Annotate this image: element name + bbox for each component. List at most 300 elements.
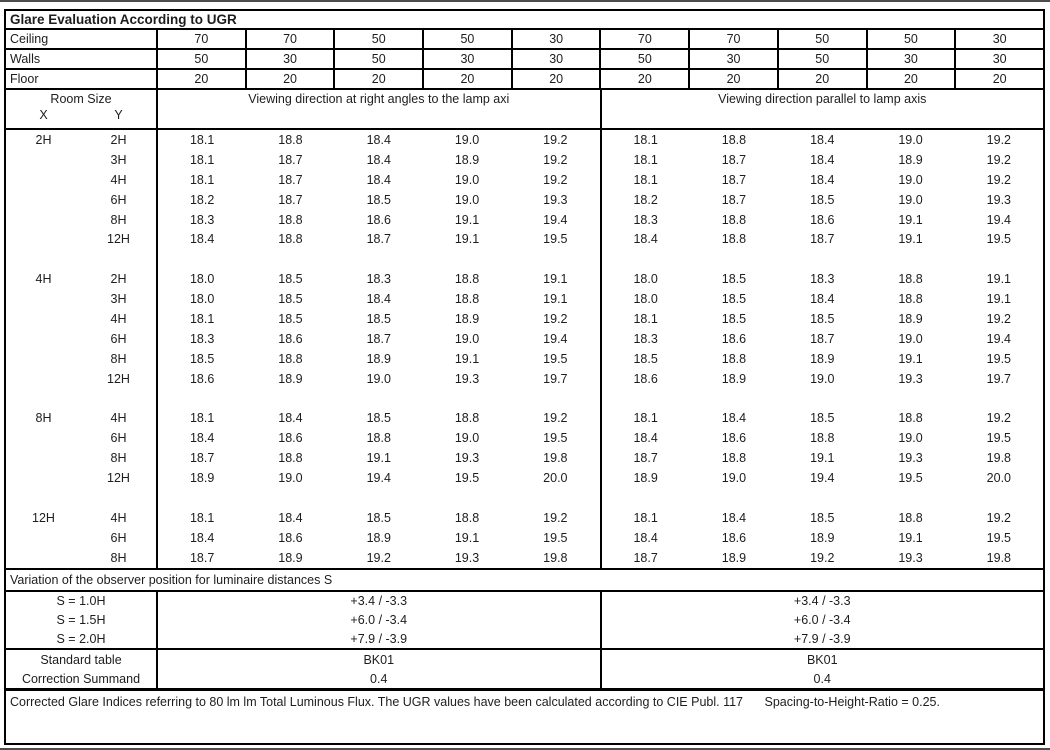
- ugr-value-right: 18.4: [810, 292, 835, 307]
- surface-value: 30: [866, 50, 955, 68]
- ugr-value-left: 18.1: [189, 172, 215, 187]
- surface-row: [6, 70, 1043, 90]
- ugr-value-right: 19.3: [898, 550, 923, 565]
- ugr-value-left: [423, 249, 511, 269]
- ugr-value-right: 19.4: [986, 331, 1012, 346]
- ugr-row: [6, 428, 1043, 448]
- ugr-value-left: 18.9: [454, 152, 480, 167]
- left-values-half: [156, 369, 600, 389]
- left-values-half: [156, 408, 600, 428]
- ugr-value-left: 19.8: [543, 550, 568, 565]
- ugr-value-right: 19.3: [898, 371, 923, 386]
- ugr-row: [6, 249, 1043, 269]
- ugr-value-left: 18.4: [278, 411, 303, 426]
- ugr-value-right: 19.5: [898, 471, 923, 486]
- right-values-half: [600, 210, 1044, 230]
- ugr-value-left: 18.8: [278, 351, 303, 366]
- ugr-value-left: 19.1: [454, 351, 480, 366]
- ugr-value-right: 18.1: [633, 132, 658, 147]
- ugr-value-right: 18.7: [721, 152, 747, 167]
- ugr-value-left: 19.5: [543, 351, 568, 366]
- left-values-half: [156, 468, 600, 488]
- ugr-value-left: 18.6: [189, 371, 215, 386]
- ugr-row: [6, 289, 1043, 309]
- ugr-value-right: 18.9: [721, 550, 747, 565]
- ugr-value-right: 18.7: [810, 331, 835, 346]
- right-values-half: [600, 229, 1044, 249]
- ugr-value-right: 19.2: [986, 152, 1012, 167]
- ugr-value-right: 20.0: [986, 471, 1012, 486]
- ugr-value-left: 19.4: [543, 212, 568, 227]
- ugr-value-left: 18.5: [366, 192, 391, 207]
- variation-value-right: +6.0 / -3.4: [600, 611, 1044, 630]
- ugr-value-right: 18.8: [721, 132, 747, 147]
- ugr-value-left: [246, 488, 334, 508]
- surface-value: 50: [333, 30, 422, 48]
- ugr-value-left: 18.5: [278, 292, 303, 307]
- room-x: [6, 249, 81, 269]
- ugr-value-left: 19.3: [543, 192, 568, 207]
- ugr-value-left: 18.4: [366, 152, 391, 167]
- ugr-value-right: 19.2: [986, 510, 1012, 525]
- ugr-value-left: 18.5: [366, 411, 391, 426]
- room-x: [6, 289, 81, 309]
- ugr-value-right: 18.7: [633, 451, 658, 466]
- ugr-row: [6, 548, 1043, 568]
- ugr-row: [6, 488, 1043, 508]
- ugr-value-left: 18.3: [366, 272, 391, 287]
- ugr-value-right: 18.9: [810, 351, 835, 366]
- ugr-value-left: 19.0: [454, 192, 480, 207]
- ugr-value-left: 18.2: [189, 192, 215, 207]
- ugr-value-left: [511, 249, 599, 269]
- surface-value: 70: [688, 30, 777, 48]
- right-values-half: [600, 528, 1044, 548]
- ugr-value-left: 19.3: [454, 451, 480, 466]
- surface-value: 30: [245, 50, 334, 68]
- ugr-value-left: 18.4: [278, 510, 303, 525]
- ugr-value-left: 19.1: [543, 272, 568, 287]
- ugr-row: [6, 229, 1043, 249]
- room-x: [6, 329, 81, 349]
- right-values-half: [600, 369, 1044, 389]
- ugr-value-left: 18.6: [278, 331, 303, 346]
- surface-row-label: Ceiling: [10, 32, 49, 46]
- surface-value: 70: [156, 30, 245, 48]
- ugr-value-right: [778, 249, 866, 269]
- variation-label: S = 2.0H: [56, 631, 106, 646]
- ugr-value-left: 18.7: [278, 172, 303, 187]
- right-values-half: [600, 309, 1044, 329]
- right-values-half: [600, 408, 1044, 428]
- ugr-value-right: [866, 488, 954, 508]
- ugr-value-left: 18.8: [454, 411, 480, 426]
- ugr-value-right: 19.0: [721, 471, 747, 486]
- room-y: 4H: [110, 510, 127, 525]
- right-values-half: [600, 289, 1044, 309]
- ugr-row: [6, 170, 1043, 190]
- room-x: [6, 349, 81, 369]
- right-values-half: [600, 389, 1044, 409]
- ugr-row: [6, 508, 1043, 528]
- room-x: [6, 229, 81, 249]
- room-y: 6H: [110, 530, 127, 545]
- ugr-value-left: [423, 389, 511, 409]
- left-values-half: [156, 249, 600, 269]
- ugr-value-left: 18.6: [278, 530, 303, 545]
- ugr-value-right: 18.9: [898, 152, 923, 167]
- surface-value: 20: [422, 70, 511, 88]
- ugr-value-right: [690, 389, 778, 409]
- ugr-value-right: [602, 488, 690, 508]
- room-x: [6, 190, 81, 210]
- surface-value: 30: [954, 30, 1043, 48]
- variation-value-right: +3.4 / -3.3: [600, 592, 1044, 611]
- room-x: [6, 488, 81, 508]
- left-values-half: [156, 210, 600, 230]
- ugr-value-left: 19.3: [454, 371, 480, 386]
- room-y: 6H: [110, 431, 127, 446]
- room-y: 8H: [110, 212, 127, 227]
- left-values-half: [156, 389, 600, 409]
- ugr-value-right: 19.0: [898, 172, 923, 187]
- room-y: 6H: [110, 192, 127, 207]
- ugr-value-left: 18.3: [189, 212, 215, 227]
- room-y: 12H: [107, 371, 130, 386]
- ugr-value-left: 18.1: [189, 132, 215, 147]
- surface-value: 50: [333, 50, 422, 68]
- room-y: 4H: [110, 172, 127, 187]
- right-values-half: [600, 468, 1044, 488]
- ugr-value-left: 19.3: [454, 550, 480, 565]
- surface-value: 30: [688, 50, 777, 68]
- ugr-value-left: 18.7: [366, 331, 391, 346]
- ugr-value-left: 18.9: [366, 351, 391, 366]
- ugr-value-right: 18.0: [633, 272, 658, 287]
- ugr-value-left: 19.1: [454, 232, 480, 247]
- room-x: [6, 210, 81, 230]
- ugr-value-right: 19.5: [986, 232, 1012, 247]
- room-x: [6, 548, 81, 568]
- summary-value-left: 0.4: [156, 669, 600, 688]
- ugr-value-left: 19.2: [543, 510, 568, 525]
- ugr-value-left: 18.3: [189, 331, 215, 346]
- ugr-value-right: 18.1: [633, 311, 658, 326]
- ugr-row: [6, 210, 1043, 230]
- room-x: [6, 369, 81, 389]
- ugr-value-left: 20.0: [543, 471, 568, 486]
- left-values-half: [156, 289, 600, 309]
- ugr-value-right: 18.8: [898, 292, 923, 307]
- right-values-half: [600, 349, 1044, 369]
- ugr-value-right: 19.5: [986, 530, 1012, 545]
- variation-heading: Variation of the observer position for luminaire distances S: [6, 570, 1043, 592]
- ugr-value-left: 18.8: [278, 212, 303, 227]
- ugr-value-left: [511, 389, 599, 409]
- ugr-value-right: [602, 389, 690, 409]
- surface-value: 20: [511, 70, 600, 88]
- ugr-value-left: 19.7: [543, 371, 568, 386]
- ugr-value-right: 18.8: [721, 212, 747, 227]
- ugr-value-right: 19.2: [810, 550, 835, 565]
- ugr-value-left: 19.1: [543, 292, 568, 307]
- summary-label: Correction Summand: [21, 671, 141, 686]
- ugr-value-left: 19.0: [454, 331, 480, 346]
- ugr-value-left: 19.2: [543, 311, 568, 326]
- room-y: 2H: [110, 132, 127, 147]
- ugr-value-left: 18.8: [454, 272, 480, 287]
- ugr-value-right: 18.4: [633, 530, 658, 545]
- room-y: 12H: [107, 232, 130, 247]
- ugr-value-left: 18.7: [189, 550, 215, 565]
- ugr-value-left: 19.5: [454, 471, 480, 486]
- ugr-value-left: 18.5: [278, 311, 303, 326]
- right-values-half: [600, 488, 1044, 508]
- ugr-value-left: 18.4: [366, 172, 391, 187]
- ugr-value-right: 18.6: [721, 530, 747, 545]
- ugr-row: [6, 150, 1043, 170]
- room-y: 8H: [110, 550, 127, 565]
- summary-value-left: BK01: [156, 650, 600, 669]
- variation-value-left: +7.9 / -3.9: [156, 629, 600, 648]
- variation-value-left: +3.4 / -3.3: [156, 592, 600, 611]
- room-x: 8H: [35, 411, 52, 426]
- room-size-label: Room Size: [50, 92, 112, 106]
- ugr-value-right: 18.5: [810, 192, 835, 207]
- ugr-value-right: 19.0: [898, 331, 923, 346]
- x-header: X: [39, 108, 48, 122]
- ugr-value-left: [158, 389, 246, 409]
- ugr-value-right: 18.3: [633, 212, 658, 227]
- ugr-value-left: 19.1: [454, 530, 480, 545]
- left-values-half: [156, 508, 600, 528]
- left-values-half: [156, 229, 600, 249]
- ugr-value-right: 18.8: [721, 451, 747, 466]
- ugr-value-left: 18.6: [366, 212, 391, 227]
- ugr-value-right: 19.8: [986, 451, 1012, 466]
- ugr-value-right: 18.1: [633, 510, 658, 525]
- ugr-value-left: 18.5: [278, 272, 303, 287]
- left-values-half: [156, 528, 600, 548]
- ugr-value-left: 19.0: [454, 172, 480, 187]
- ugr-value-left: 18.8: [454, 510, 480, 525]
- ugr-value-right: [778, 488, 866, 508]
- ugr-row: [6, 389, 1043, 409]
- ugr-value-right: 19.7: [986, 371, 1012, 386]
- ugr-value-right: 19.2: [986, 132, 1012, 147]
- ugr-data-grid: [6, 130, 1043, 570]
- surface-value: 30: [511, 50, 600, 68]
- ugr-value-left: 18.1: [189, 311, 215, 326]
- ugr-value-right: [690, 249, 778, 269]
- summary-row: [6, 650, 1043, 669]
- right-values-half: [600, 508, 1044, 528]
- ugr-value-left: 18.6: [278, 431, 303, 446]
- surface-value: 50: [156, 50, 245, 68]
- right-values-half: [600, 170, 1044, 190]
- left-values-half: [156, 309, 600, 329]
- ugr-value-left: 19.2: [543, 411, 568, 426]
- ugr-value-right: 18.3: [810, 272, 835, 287]
- ugr-value-left: 18.9: [366, 530, 391, 545]
- ugr-value-right: 18.3: [633, 331, 658, 346]
- ugr-value-left: 18.0: [189, 272, 215, 287]
- ugr-value-right: 18.9: [810, 530, 835, 545]
- ugr-value-right: 18.1: [633, 152, 658, 167]
- ugr-value-right: 18.8: [721, 351, 747, 366]
- ugr-value-right: 18.2: [633, 192, 658, 207]
- ugr-value-left: [158, 249, 246, 269]
- ugr-value-right: 19.1: [986, 272, 1012, 287]
- room-x: [6, 150, 81, 170]
- footer-note: [6, 691, 1043, 743]
- ugr-value-right: 19.2: [986, 411, 1012, 426]
- variation-row: [6, 592, 1043, 611]
- ugr-value-right: 18.4: [721, 411, 747, 426]
- room-x: [6, 309, 81, 329]
- summary-section: [6, 650, 1043, 691]
- ugr-value-left: 18.8: [454, 292, 480, 307]
- ugr-value-left: 19.0: [366, 371, 391, 386]
- top-edge-line: [0, 0, 1050, 2]
- ugr-value-left: 19.1: [366, 451, 391, 466]
- variation-row: [6, 611, 1043, 630]
- ugr-value-right: 18.6: [721, 431, 747, 446]
- surface-value: 20: [599, 70, 688, 88]
- ugr-value-left: 18.9: [189, 471, 215, 486]
- ugr-value-left: 19.8: [543, 451, 568, 466]
- surface-value: 50: [422, 30, 511, 48]
- ugr-value-right: 18.7: [810, 232, 835, 247]
- variation-row: [6, 629, 1043, 648]
- right-values-half: [600, 448, 1044, 468]
- surface-value: 30: [422, 50, 511, 68]
- ugr-value-right: 19.1: [898, 530, 923, 545]
- ugr-value-right: 19.3: [898, 451, 923, 466]
- table-title: Glare Evaluation According to UGR: [6, 11, 1043, 30]
- surface-value: 50: [599, 50, 688, 68]
- ugr-value-right: 18.4: [633, 431, 658, 446]
- left-values-half: [156, 428, 600, 448]
- ugr-value-left: 19.0: [454, 132, 480, 147]
- ugr-value-right: 19.5: [986, 431, 1012, 446]
- room-x: [6, 468, 81, 488]
- surface-row-label: Walls: [10, 52, 41, 66]
- room-y: 3H: [110, 152, 127, 167]
- ugr-value-left: 18.7: [189, 451, 215, 466]
- ugr-value-left: [423, 488, 511, 508]
- ugr-value-left: 18.4: [366, 132, 391, 147]
- room-y: 12H: [107, 471, 130, 486]
- ugr-value-left: 18.7: [278, 192, 303, 207]
- left-values-half: [156, 269, 600, 289]
- column-header-row: [6, 90, 1043, 130]
- ugr-value-right: 18.9: [898, 311, 923, 326]
- left-values-half: [156, 150, 600, 170]
- ugr-value-right: 18.1: [633, 411, 658, 426]
- ugr-value-left: 18.5: [366, 311, 391, 326]
- variation-label: S = 1.0H: [56, 594, 106, 609]
- ugr-value-left: 18.7: [366, 232, 391, 247]
- ugr-row: [6, 448, 1043, 468]
- ugr-value-left: 19.2: [543, 152, 568, 167]
- ugr-value-right: 19.5: [986, 351, 1012, 366]
- ugr-value-right: 19.0: [898, 192, 923, 207]
- room-y: [81, 249, 156, 269]
- ugr-value-left: 18.1: [189, 152, 215, 167]
- surface-row: [6, 30, 1043, 50]
- left-values-half: [156, 448, 600, 468]
- ugr-value-left: [158, 488, 246, 508]
- surface-value: 50: [777, 50, 866, 68]
- ugr-value-right: [690, 488, 778, 508]
- surface-value: 30: [511, 30, 600, 48]
- room-y: 8H: [110, 351, 127, 366]
- ugr-value-right: 18.7: [633, 550, 658, 565]
- ugr-value-left: 19.0: [454, 431, 480, 446]
- ugr-value-right: 18.1: [633, 172, 658, 187]
- summary-value-right: BK01: [600, 650, 1044, 669]
- ugr-value-right: [955, 249, 1043, 269]
- ugr-value-right: 18.0: [633, 292, 658, 307]
- ugr-value-right: [955, 389, 1043, 409]
- ugr-row: [6, 349, 1043, 369]
- ugr-value-left: [335, 389, 423, 409]
- room-x: 2H: [35, 132, 52, 147]
- ugr-row: [6, 528, 1043, 548]
- room-y: [81, 389, 156, 409]
- left-values-half: [156, 548, 600, 568]
- room-y: 4H: [110, 311, 127, 326]
- room-x: [6, 389, 81, 409]
- footer-spacing-ratio: Spacing-to-Height-Ratio = 0.25.: [764, 695, 940, 709]
- room-size-header: [6, 90, 156, 128]
- ugr-row: [6, 369, 1043, 389]
- surface-value: 20: [245, 70, 334, 88]
- ugr-value-left: 18.7: [278, 152, 303, 167]
- ugr-value-left: [511, 488, 599, 508]
- ugr-value-right: 18.8: [810, 431, 835, 446]
- footer-text: Corrected Glare Indices referring to 80 lm lm Total Luminous Flux. The UGR values have been calculated according to CIE Publ. 117: [10, 695, 744, 709]
- ugr-value-right: 19.1: [810, 451, 835, 466]
- ugr-value-right: [955, 488, 1043, 508]
- ugr-value-right: [602, 249, 690, 269]
- ugr-value-right: 19.4: [986, 212, 1012, 227]
- left-values-half: [156, 329, 600, 349]
- ugr-value-left: [335, 249, 423, 269]
- room-x: [6, 448, 81, 468]
- ugr-value-left: 18.8: [278, 132, 303, 147]
- ugr-value-left: 19.2: [543, 172, 568, 187]
- surface-value: 50: [866, 30, 955, 48]
- room-x: [6, 528, 81, 548]
- surface-value: 30: [954, 50, 1043, 68]
- variation-value-right: +7.9 / -3.9: [600, 629, 1044, 648]
- ugr-value-left: 18.8: [366, 431, 391, 446]
- ugr-value-right: 19.2: [986, 172, 1012, 187]
- ugr-value-right: 18.6: [633, 371, 658, 386]
- room-x: 4H: [35, 272, 52, 287]
- ugr-value-right: 18.8: [898, 510, 923, 525]
- surface-value: 20: [156, 70, 245, 88]
- right-viewing-heading: Viewing direction parallel to lamp axis: [600, 90, 1044, 128]
- surface-reflectance-rows: [6, 30, 1043, 90]
- right-values-half: [600, 329, 1044, 349]
- room-y: 8H: [110, 451, 127, 466]
- ugr-value-right: 18.7: [721, 192, 747, 207]
- ugr-value-right: 18.4: [810, 172, 835, 187]
- ugr-row: [6, 190, 1043, 210]
